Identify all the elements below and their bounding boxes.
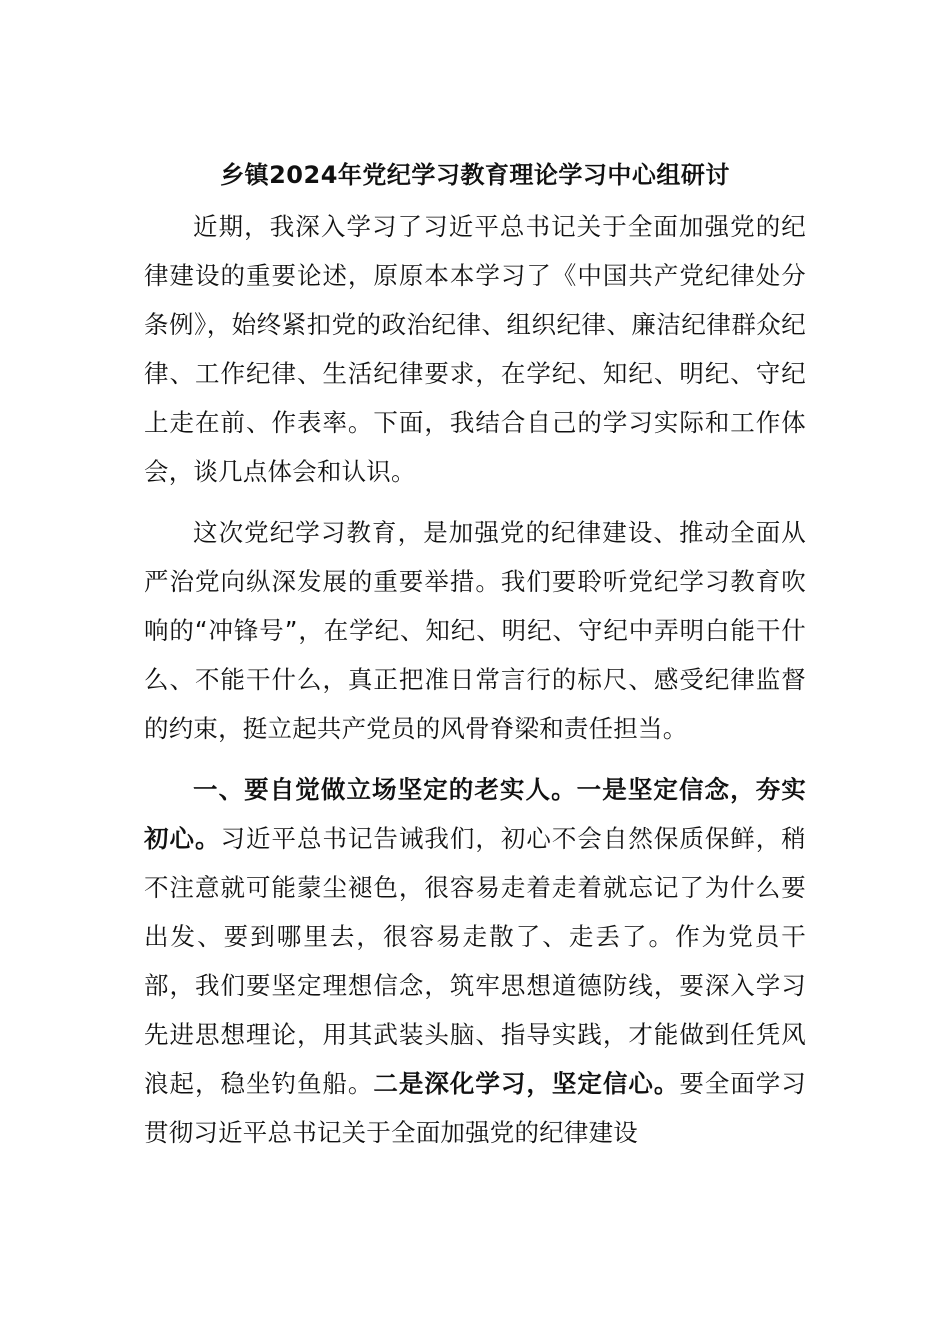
paragraph-intro: 近期，我深入学习了习近平总书记关于全面加强党的纪律建设的重要论述，原原本本学习了《中国共产党纪律处分条例》，始终紧扣党的政治纪律、组织纪律、廉洁纪律群众纪律、工作纪律、生活纪律要求，在学纪、知纪、明纪、守纪上走在前、作表率。下面，我结合自己的学习实际和工作体会，谈几点体会和认识。: [144, 212, 806, 486]
document-page: [144, 150, 806, 1157]
point-one-title: 一是坚定信念，夯实初心。: [144, 775, 806, 853]
section-heading: 一、要自觉做立场坚定的老实人。: [193, 775, 577, 804]
paragraph-discipline-education: 这次党纪学习教育，是加强党的纪律建设、推动全面从严治党向纵深发展的重要举措。我们要聆听党纪学习教育吹响的“冲锋号”，在学纪、知纪、明纪、守纪中弄明白能干什么、不能干什么，真正把准日常言行的标尺、感受纪律监督的约束，挺立起共产党员的风骨脊梁和责任担当。: [144, 518, 806, 743]
point-two-body: 要全面学习贯彻习近平总书记关于全面加强党的纪律建设: [144, 1069, 806, 1147]
point-one-body: 习近平总书记告诫我们，初心不会自然保质保鲜，稍不注意就可能蒙尘褪色，很容易走着走着就忘记了为什么要出发、要到哪里去，很容易走散了、走丢了。作为党员干部，我们要坚定理想信念，筑牢思想道德防线，要深入学习先进思想理论，用其武装头脑、指导实践，才能做到任凭风浪起，稳坐钓鱼船。: [144, 824, 806, 1098]
paragraph-section-one: [144, 765, 806, 1157]
document-title: 乡镇2024年党纪学习教育理论学习中心组研讨: [220, 161, 730, 189]
point-two-title: 二是深化学习，坚定信心。: [373, 1069, 680, 1098]
